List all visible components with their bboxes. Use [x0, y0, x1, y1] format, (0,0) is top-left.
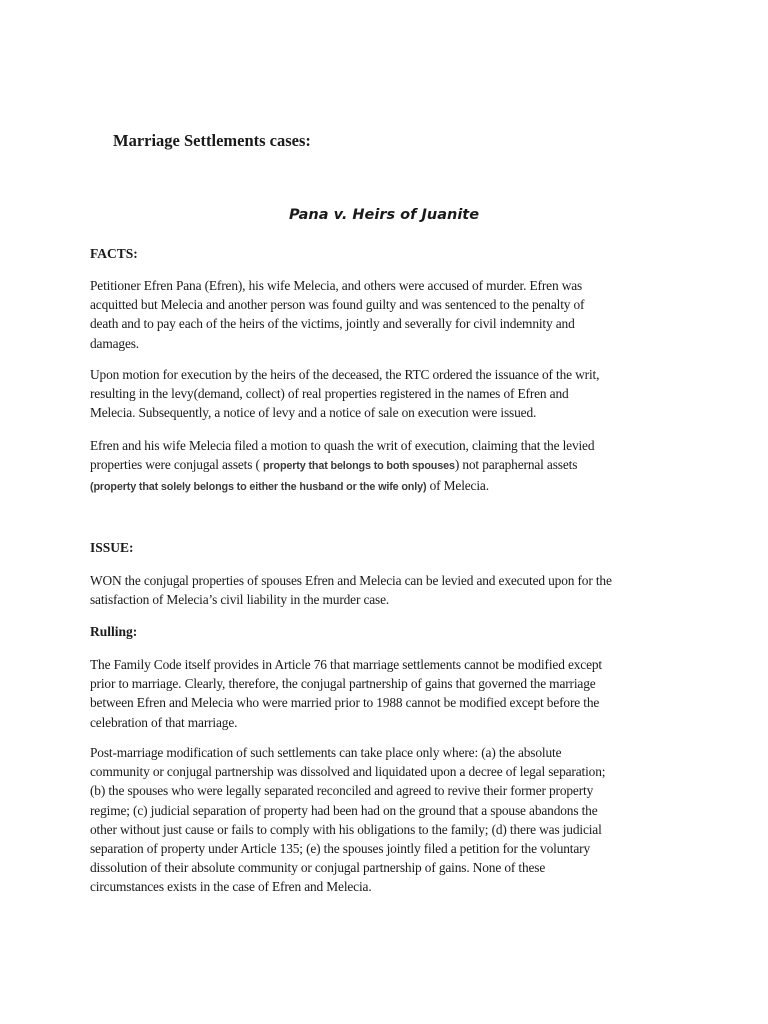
text-segment: (	[90, 481, 94, 494]
facts-label: FACTS:	[90, 246, 138, 261]
ruling-paragraph-2	[90, 743, 682, 897]
text-segment: of Melecia.	[426, 478, 489, 494]
text-line: Upon motion for execution by the heirs of the deceased, the RTC ordered the issuance of the writ,	[90, 367, 600, 382]
definition-note: property that belongs to both spouses	[263, 460, 455, 473]
text-line: damages.	[90, 335, 139, 351]
text-segment: ) not paraphernal assets	[454, 457, 578, 473]
issue-paragraph	[90, 571, 682, 609]
text-line: Post-marriage modification of such settlements can take place only where: (a) the absolute	[90, 745, 562, 760]
text-line: circumstances exists in the case of Efren and Melecia.	[90, 879, 372, 895]
ruling-label: Rulling:	[90, 624, 138, 639]
text-line	[90, 455, 682, 476]
facts-paragraph-2	[90, 365, 682, 423]
text-line: satisfaction of Melecia’s civil liability in the murder case.	[90, 592, 390, 608]
text-line: Petitioner Efren Pana (Efren), his wife Melecia, and others were accused of murder. Efren was	[90, 278, 583, 293]
text-line: between Efren and Melecia who were married prior to 1988 cannot be modified except before the	[90, 695, 600, 711]
text-line: Efren and his wife Melecia filed a motion to quash the writ of execution, claiming that the levied	[90, 438, 595, 453]
text-line	[90, 476, 682, 497]
text-line: WON the conjugal properties of spouses Efren and Melecia can be levied and executed upon for the	[90, 573, 612, 588]
definition-note: property that solely belongs to either the husband or the wife only)	[93, 481, 427, 494]
facts-paragraph-3	[90, 436, 682, 498]
case-title: Pana v. Heirs of Juanite	[288, 207, 480, 223]
text-line: prior to marriage. Clearly, therefore, the conjugal partnership of gains that governed the marriage	[90, 676, 596, 692]
text-line: dissolution of their absolute community or conjugal partnership of gains. None of these	[90, 860, 546, 876]
text-line: Melecia. Subsequently, a notice of levy and a notice of sale on execution were issued.	[90, 405, 537, 421]
text-line: The Family Code itself provides in Article 76 that marriage settlements cannot be modified except	[90, 657, 603, 672]
text-line: regime; (c) judicial separation of property had been had on the ground that a spouse abandons the	[90, 802, 598, 818]
facts-paragraph-1	[90, 276, 682, 353]
text-line: acquitted but Melecia and another person was found guilty and was sentenced to the penalty of	[90, 297, 585, 313]
text-line: death and to pay each of the heirs of the victims, jointly and severally for civil indemnity and	[90, 316, 575, 332]
text-line: celebration of that marriage.	[90, 714, 238, 730]
issue-label: ISSUE:	[90, 540, 134, 555]
text-line: other without just cause or fails to comply with his obligations to the family; (d) there was judicial	[90, 821, 602, 837]
text-line: community or conjugal partnership was dissolved and liquidated upon a decree of legal separation;	[90, 764, 606, 780]
text-segment: properties were conjugal assets (	[90, 457, 264, 473]
text-line: (b) the spouses who were legally separated reconciled and agreed to revive their former property	[90, 783, 594, 799]
ruling-paragraph-1	[90, 655, 682, 732]
text-line: separation of property under Article 135; (e) the spouses jointly filed a petition for the voluntary	[90, 841, 591, 857]
document-heading: Marriage Settlements cases:	[113, 131, 311, 150]
text-line: resulting in the levy(demand, collect) of real properties registered in the names of Efren and	[90, 386, 569, 402]
